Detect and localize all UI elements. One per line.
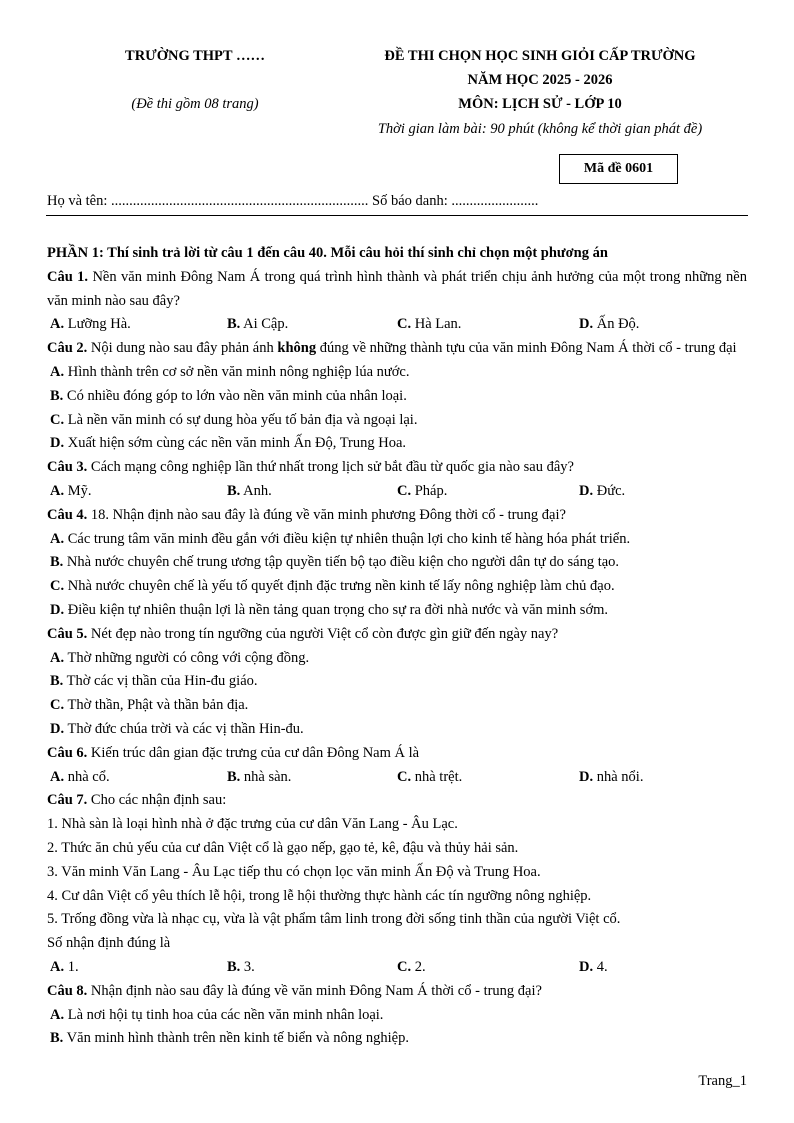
question-text: Nền văn minh Đông Nam Á trong quá trình hình thành và phát triển chịu ảnh hưởng của một trong những nền văn minh nào sau đây? xyxy=(47,268,747,309)
question-label: Câu 5. xyxy=(47,625,88,642)
option-d: D. Đức. xyxy=(579,482,626,499)
school-year: NĂM HỌC 2025 - 2026 xyxy=(467,72,613,88)
statement-4: 4. Cư dân Việt cổ yêu thích lễ hội, trong lễ hội thường thực hành các tín ngưỡng nông nghiệp. xyxy=(47,887,592,904)
option-c: C. nhà trệt. xyxy=(397,768,463,785)
option-b: B. 3. xyxy=(227,958,255,975)
option-d: D. Thờ đức chúa trời và các vị thần Hin-đu. xyxy=(50,720,304,737)
question-6-options xyxy=(47,766,747,790)
statement-3: 3. Văn minh Văn Lang - Âu Lạc tiếp thu có chọn lọc văn minh Ấn Độ và Trung Hoa. xyxy=(47,863,541,880)
option-a: A. Mỹ. xyxy=(50,482,92,499)
option-a: A. Là nơi hội tụ tinh hoa của các nền văn minh nhân loại. xyxy=(50,1006,384,1023)
page-count-note: (Đề thi gồm 08 trang) xyxy=(131,96,259,112)
question-label: Câu 1. xyxy=(47,268,89,285)
exam-title: ĐỀ THI CHỌN HỌC SINH GIỎI CẤP TRƯỜNG xyxy=(384,48,696,64)
option-c: C. Thờ thần, Phật và thần bản địa. xyxy=(50,697,249,714)
question-label: Câu 8. xyxy=(47,982,88,999)
question-2: Câu 2. Nội dung nào sau đây phản ánh không đúng về những thành tựu của văn minh Đông Nam Á thời cổ - trung đại xyxy=(47,340,737,357)
question-5 xyxy=(47,623,747,647)
question-label: Câu 7. xyxy=(47,792,88,809)
question-text: 18. Nhận định nào sau đây là đúng về văn minh phương Đông thời cổ - trung đại? xyxy=(87,506,566,523)
statement-5: 5. Trống đồng vừa là nhạc cụ, vừa là vật phẩm tâm linh trong đời sống tinh thần của người Việt cổ. xyxy=(47,911,621,928)
statement-1: 1. Nhà sàn là loại hình nhà ở đặc trưng của cư dân Văn Lang - Âu Lạc. xyxy=(47,816,458,833)
option-b: B. Ai Cập. xyxy=(227,316,289,333)
question-3 xyxy=(47,456,747,480)
option-a: A. 1. xyxy=(50,958,79,975)
option-b: B. Anh. xyxy=(227,482,272,499)
option-b: B. Thờ các vị thần của Hin-đu giáo. xyxy=(50,673,258,690)
exam-code: Mã đề 0601 xyxy=(583,161,654,176)
question-6 xyxy=(47,742,747,766)
option-c: C. Hà Lan. xyxy=(397,316,462,333)
part-heading: PHẦN 1: Thí sinh trả lời từ câu 1 đến câu 40. Mỗi câu hỏi thí sinh chỉ chọn một phương án xyxy=(47,245,608,261)
option-d: D. nhà nổi. xyxy=(579,768,644,785)
option-c: C. Là nền văn minh có sự dung hòa yếu tố bản địa và ngoại lại. xyxy=(50,411,418,428)
option-c: C. 2. xyxy=(397,958,426,975)
option-c: C. Nhà nước chuyên chế là yếu tố quyết định đặc trưng nền kinh tế lấy nông nghiệp làm chủ đạo. xyxy=(50,578,615,595)
question-text: Cho các nhận định sau: xyxy=(87,792,227,809)
header-divider xyxy=(46,215,748,216)
school-name: TRƯỜNG THPT …… xyxy=(125,48,265,64)
question-label: Câu 3. xyxy=(47,459,88,476)
option-b: B. Nhà nước chuyên chế trung ương tập quyền tiến bộ tạo điều kiện cho người dân tự do sáng tạo. xyxy=(50,554,620,571)
question-label: Câu 2. xyxy=(47,340,88,357)
page-number: Trang_1 xyxy=(698,1073,747,1089)
option-d: D. Xuất hiện sớm cùng các nền văn minh Ấn Độ, Trung Hoa. xyxy=(50,435,407,452)
question-7 xyxy=(47,789,747,813)
question-text: Cách mạng công nghiệp lần thứ nhất trong lịch sử bắt đầu từ quốc gia nào sau đây? xyxy=(87,459,574,476)
option-d: D. Điều kiện tự nhiên thuận lợi là nền tảng quan trọng cho sự ra đời nhà nước và văn minh sớm. xyxy=(50,601,609,618)
option-b: B. Có nhiều đóng góp to lớn vào nền văn minh của nhân loại. xyxy=(50,387,407,404)
question-1-options xyxy=(47,313,747,337)
emphasis-word: không xyxy=(277,340,317,357)
question-7-prompt: Số nhận định đúng là xyxy=(47,935,171,952)
option-a: A. Thờ những người có công với cộng đồng. xyxy=(50,649,310,666)
option-a: A. Hình thành trên cơ sở nền văn minh nông nghiệp lúa nước. xyxy=(50,363,410,380)
question-text: Nét đẹp nào trong tín ngưỡng của người Việt cổ còn được gìn giữ đến ngày nay? xyxy=(87,625,559,642)
question-text: Nhận định nào sau đây là đúng về văn minh Đông Nam Á thời cổ - trung đại? xyxy=(87,982,542,999)
option-c: C. Pháp. xyxy=(397,482,448,499)
question-1 xyxy=(47,266,747,314)
option-b: B. nhà sàn. xyxy=(227,768,292,785)
question-7-options xyxy=(47,956,747,980)
exam-code-box xyxy=(559,154,678,184)
option-d: D. 4. xyxy=(579,958,608,975)
option-d: D. Ấn Độ. xyxy=(579,316,640,333)
option-a: A. Các trung tâm văn minh đều gắn với điều kiện tự nhiên thuận lợi cho kinh tế hàng hóa phát triển. xyxy=(50,530,631,547)
time-note: Thời gian làm bài: 90 phút (không kể thời gian phát đề) xyxy=(377,121,703,137)
statement-2: 2. Thức ăn chủ yếu của cư dân Việt cổ là gạo nếp, gạo tẻ, kê, đậu và thủy hải sản. xyxy=(47,839,519,856)
question-8 xyxy=(47,980,747,1004)
question-text: Kiến trúc dân gian đặc trưng của cư dân Đông Nam Á là xyxy=(87,744,420,761)
exam-content xyxy=(47,242,747,1051)
question-3-options xyxy=(47,480,747,504)
option-b: B. Văn minh hình thành trên nền kinh tế biển và nông nghiệp. xyxy=(50,1030,409,1047)
option-a: A. Lưỡng Hà. xyxy=(50,316,131,333)
option-a: A. nhà cổ. xyxy=(50,768,110,785)
question-label: Câu 4. xyxy=(47,506,88,523)
subject-line: MÔN: LỊCH SỬ - LỚP 10 xyxy=(458,96,622,112)
candidate-info-line: Họ và tên: ....................................................................... Số báo danh: ........................ xyxy=(47,193,539,209)
question-label: Câu 6. xyxy=(47,744,88,761)
question-4 xyxy=(47,504,747,528)
